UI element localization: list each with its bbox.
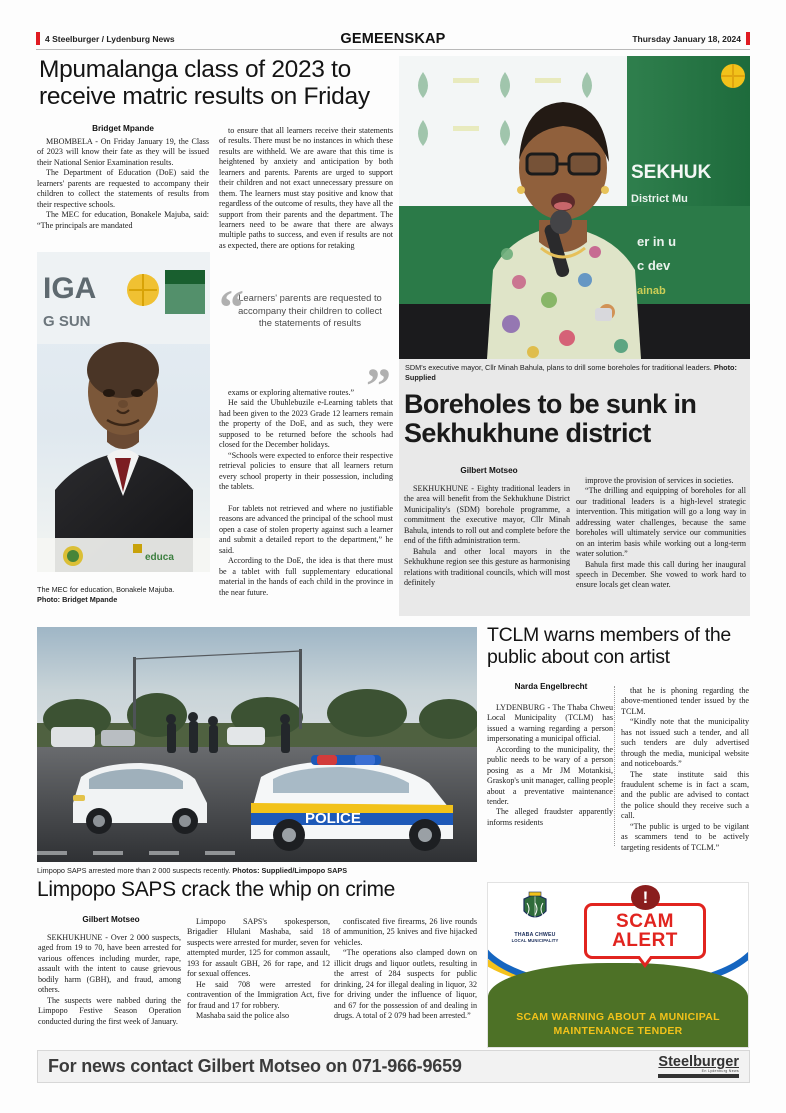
article4-column-1 — [487, 703, 613, 828]
article3-paragraph: He said 708 were arrested for contravention of the Immigration Act, five for fraud and 17 for robbery. — [187, 979, 330, 1010]
article1-paragraph: The Department of Education (DoE) said the learners' parents are requested to accompany their children to collect the statements of results from their respective schools. — [37, 168, 209, 209]
footer-logo-bar — [658, 1074, 739, 1078]
mec-photo-graphic — [37, 252, 210, 572]
quote-open-icon: “ — [219, 279, 244, 335]
article1-column-1 — [37, 124, 209, 231]
article4-paragraph: The alleged fraudster apparently informs residents — [487, 807, 613, 827]
quote-close-icon: ” — [366, 357, 391, 413]
article3-column-3 — [334, 917, 477, 1021]
article3-paragraph: Limpopo SAPS's spokesperson, Brigadier Hlulani Mashaba, said 18 suspects were arrested for murder, seven for attempted murder, 125 for common assault, 193 for assault GBH, 26 for rape, and 12 for sexual offences. — [187, 917, 330, 979]
article3-paragraph: SEKHUKHUNE - Over 2 000 suspects, aged from 19 to 70, have been arrested for various offences including murder, rape, assault with the intent to cause grievous bodily harm (GBH), and fraud, among others. — [38, 933, 181, 995]
article1-paragraph: According to the DoE, the idea is that there must be a tablet with full supplementary educational material in the hands of each child in the province in the near future. — [219, 556, 393, 597]
article1-photo-credit: Photo: Bridget Mpande — [37, 594, 118, 604]
article4-paragraph: that he is phoning regarding the above-mentioned tender issued by the TCLM. — [621, 686, 749, 716]
article2-headline: Boreholes to be sunk in Sekhukhune district — [404, 389, 697, 448]
advert-message: SCAM WARNING ABOUT A MUNICIPAL MAINTENANCE TENDER — [516, 1011, 720, 1038]
scam-badge-line2: ALERT — [612, 929, 678, 951]
municipality-logo-line1: THABA CHWEU — [514, 932, 556, 938]
article2-paragraph: “The drilling and equipping of boreholes for all our traditional leaders is a high-level strategic intervention. This mitigation will go a long way in addressing water challenges, because the same boreholes will ultimately service our communities on an interim basis while working out a long-term water solution.” — [576, 486, 746, 559]
article2-photo — [399, 56, 750, 359]
article3-photo-caption-text: Limpopo SAPS arrested more than 2 000 suspects recently. — [37, 866, 231, 875]
footer-contact-bar — [37, 1050, 750, 1083]
article3-photo-caption — [37, 866, 482, 876]
article2-photo-credit: Photo: Supplied — [405, 363, 737, 382]
red-bar-icon-right — [746, 32, 750, 45]
article4-paragraph: According to the municipality, the public needs to be wary of a person posing as a Mr JM Motankisi, Graskop's unit manager, calling people about a preventative maintenance tender. — [487, 744, 613, 806]
scam-alert-advert[interactable] — [487, 882, 749, 1048]
saps-photo-graphic — [37, 627, 477, 862]
article2-photo-caption — [405, 363, 745, 382]
svg-text:IGA: IGA — [43, 272, 97, 305]
article3-paragraph: The suspects were nabbed during the Limpopo Festive Season Operation conducted during the first week of January. — [38, 995, 181, 1026]
article1-paragraph: to ensure that all learners receive their statements of results. There must be no instances in which these results are withheld. We are aware that this time is heightened by anxiety and anticipation by both learners and parents. Parents are urged to support their children and not exact unnecessary pressure on them. The learners must stay positive and know that regardless of the outcome of results, they have all the support from their parents and the department. The learners need to be aware that there are always multiple paths to success, and even if results are not as expected, there are options for retaking — [219, 126, 393, 250]
article2-paragraph: Bahula and other local mayors in the Sekhukhune region see this gesture as harmonising relations with traditional councils, which will most definitely — [404, 546, 570, 587]
exclamation-icon: ! — [631, 885, 660, 910]
crest-icon — [520, 891, 550, 925]
article1-paragraph: exams or exploring alternative routes.” — [228, 388, 355, 397]
article2-paragraph: improve the provision of services in societies. — [585, 476, 734, 485]
masthead — [36, 28, 750, 50]
article4-column-2 — [621, 686, 749, 853]
mayor-photo-graphic — [399, 56, 750, 359]
svg-text:ainab: ainab — [637, 285, 666, 297]
svg-text:educa: educa — [145, 552, 174, 563]
article1-photo-caption — [37, 585, 213, 604]
article1-pullquote-text: Learners' parents are requested to accompany their children to collect the statements of results — [238, 292, 382, 329]
article2-paragraph: SEKHUKHUNE - Eighty traditional leaders in the area will benefit from the Sekhukhune District Municipality's (SDM) borehole programme, a commitment the executive mayor, Cllr Minah Bahula, intends to roll out and complete before the end of the fifth administration term. — [404, 484, 570, 546]
article2-byline: Gilbert Motseo — [460, 466, 518, 475]
article4-headline: TCLM warns members of the public about con artist — [487, 624, 731, 669]
article1-paragraph: The MEC for education, Bonakele Majuba, said: “The principals are mandated — [37, 210, 209, 230]
article1-column-2c — [219, 504, 393, 598]
article3-headline: Limpopo SAPS crack the whip on crime — [37, 878, 396, 901]
masthead-right — [632, 32, 750, 45]
article1-headline: Mpumalanga class of 2023 to receive matric results on Friday — [39, 56, 370, 111]
article1-paragraph: He said the Ubuhlebuzile e-Learning tablets that had been given to the 2023 Grade 12 learners remain the property of the DoE, and as such, they were supposed to be returned before the schools had closed for the December holidays. — [219, 398, 393, 450]
svg-text:SEKHUK: SEKHUK — [631, 162, 712, 183]
article3-paragraph: Mashaba said the police also — [196, 1010, 290, 1020]
article4-byline: Narda Engelbrecht — [514, 682, 588, 691]
article3-paragraph: confiscated five firearms, 26 live rounds of ammunition, 25 knives and five hijacked vehicles. — [334, 917, 477, 947]
article1-paragraph: For tablets not retrieved and where no justifiable reasons are advanced the principal of the school must open a case of stolen property against such a learner and submit a detailed report to the department,” he said. — [219, 504, 393, 555]
masthead-date: Thursday January 18, 2024 — [632, 33, 741, 44]
article2-column-1 — [404, 484, 570, 588]
article1-paragraph: MBOMBELA - On Friday January 19, the Class of 2023 will know their fate as they will be issued their National Senior Examination results. — [37, 137, 209, 167]
article3-column-1 — [38, 933, 181, 1027]
article2-paragraph: Bahula first made this call during her inaugural speech in December. She vowed to work hard to ensure locals get clean water. — [576, 559, 746, 590]
article1-byline: Bridget Mpande — [92, 124, 154, 133]
article3-column-2 — [187, 917, 330, 1021]
article3-photo-credit: Photos: Supplied/Limpopo SAPS — [232, 866, 348, 875]
masthead-publication: 4 Steelburger / Lydenburg News — [45, 33, 175, 44]
red-bar-icon — [36, 32, 40, 45]
article1-photo — [37, 252, 210, 572]
article3-byline: Gilbert Motseo — [82, 915, 140, 924]
article1-photo-caption-text: The MEC for education, Bonakele Majuba. — [37, 585, 175, 594]
svg-text:District Mu: District Mu — [631, 193, 688, 205]
article4-paragraph: LYDENBURG - The Thaba Chweu Local Municipality (TCLM) has issued a warning regarding a person impersonating a municipal official. — [487, 703, 613, 744]
masthead-left — [36, 32, 175, 45]
svg-text:POLICE: POLICE — [305, 810, 361, 827]
svg-text:c dev: c dev — [637, 258, 671, 273]
article3-photo — [37, 627, 477, 862]
article4-paragraph: “Kindly note that the municipality has not issued such a tender, and all such tenders are duly advertised through the media, municipal website and noticeboards.” — [621, 717, 749, 769]
article1-paragraph: “Schools were expected to enforce their respective retrieval policies to ensure that all learners return every school property in their possession, including the tablets. — [219, 450, 393, 491]
footer-contact-text: For news contact Gilbert Motseo on 071-966-9659 — [48, 1056, 462, 1076]
article4-column-divider — [614, 686, 615, 846]
article1-column-2 — [219, 126, 393, 251]
article4-paragraph: “The public is urged to be vigilant as scammers tend to be actively targeting residents of TCLM.” — [621, 821, 749, 852]
scam-alert-badge — [584, 903, 706, 959]
article1-column-2b — [219, 388, 393, 492]
footer-logo-name: Steelburger — [658, 1053, 739, 1070]
svg-text:G SUN: G SUN — [43, 313, 91, 330]
article3-paragraph: “The operations also clamped down on illicit drugs and liquor outlets, resulting in the arrest of 284 suspects for public drinking, 24 for illegal dealing in liquor, 32 for driving under the influence of liquor, and 67 for the possession of and dealing in drugs. A total of 2 079 had been arrested.” — [334, 948, 477, 1020]
footer-logo — [658, 1055, 739, 1079]
article4-paragraph: The state institute said this fraudulent scheme is in fact a scam, and the public are advised to contact the police should they receive such a call. — [621, 769, 749, 821]
footer-logo-subtitle: En Lydenburg News — [701, 1069, 739, 1074]
municipality-logo — [502, 891, 568, 943]
svg-text:er in u: er in u — [637, 234, 677, 249]
scam-badge-line1: SCAM — [616, 910, 674, 932]
masthead-section-title: GEMEENSKAP — [340, 30, 446, 47]
article2-photo-caption-text: SDM's executive mayor, Cllr Minah Bahula, plans to drill some boreholes for traditional leaders. — [405, 363, 712, 372]
municipality-logo-line2: LOCAL MUNICIPALITY — [511, 938, 559, 943]
article2-column-2 — [576, 476, 746, 591]
